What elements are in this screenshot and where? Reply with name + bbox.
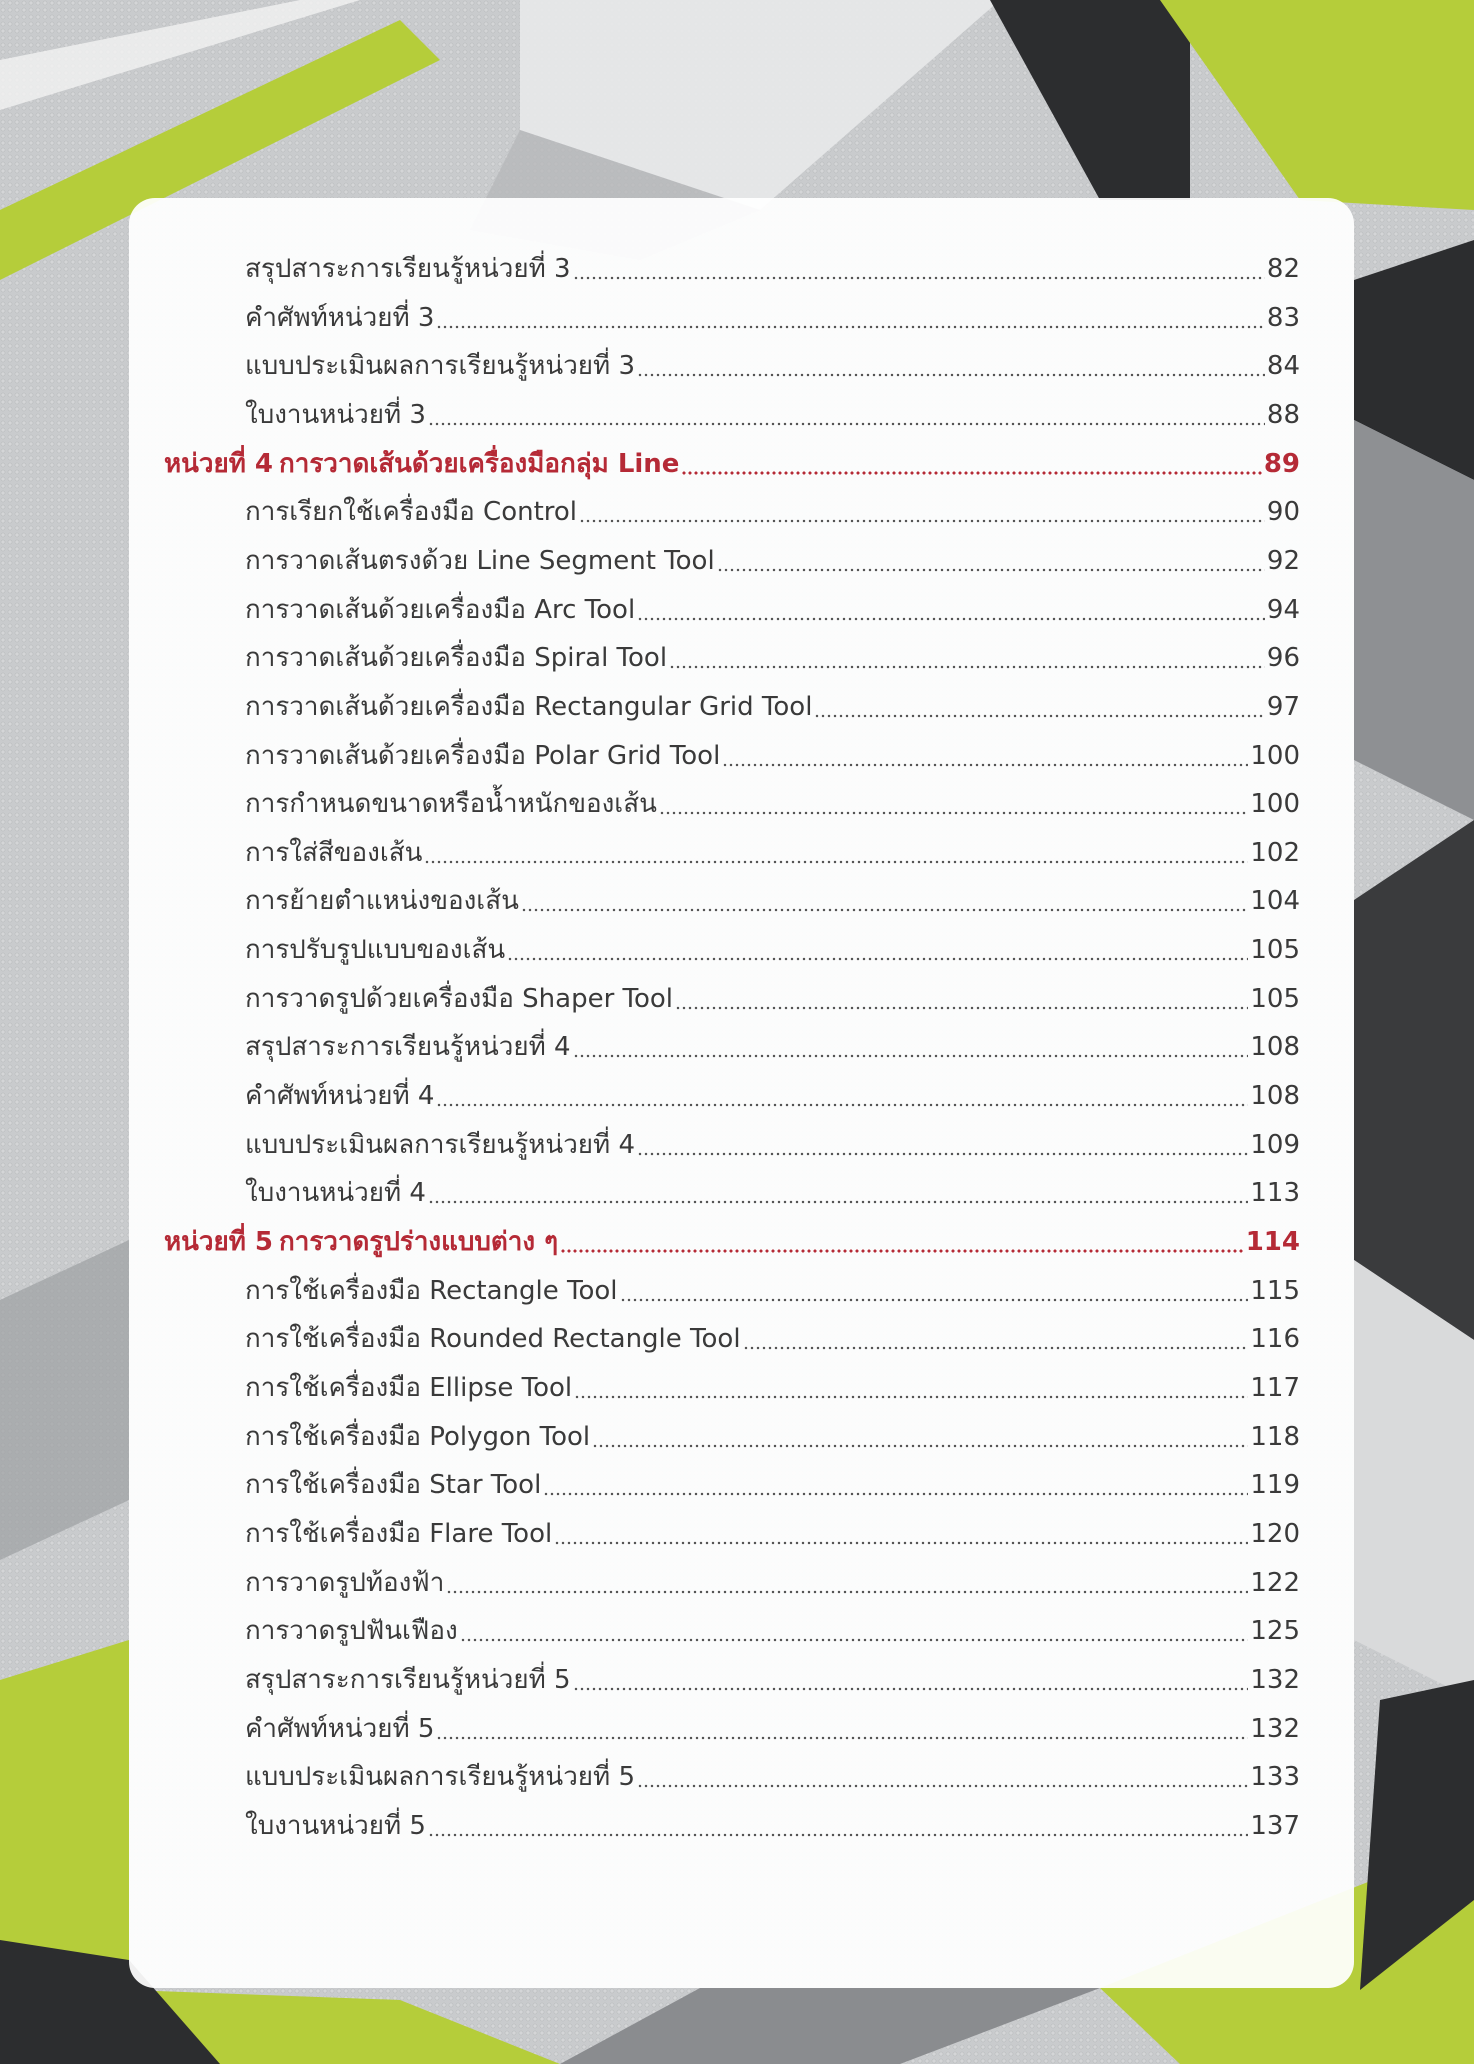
toc-dot-leader xyxy=(428,1825,1248,1837)
toc-page-number: 88 xyxy=(1266,399,1300,430)
toc-entry[interactable] xyxy=(245,1173,1300,1213)
toc-dot-leader xyxy=(637,1776,1248,1788)
toc-dot-leader xyxy=(681,463,1261,475)
toc-dot-leader xyxy=(637,1144,1248,1156)
toc-dot-leader xyxy=(637,609,1265,621)
toc-dot-leader xyxy=(436,317,1264,329)
toc-entry-title: การใช้เครื่องมือ Flare Tool xyxy=(245,1518,553,1549)
toc-dot-leader xyxy=(507,949,1248,961)
toc-entry-title: การวาดเส้นตรงด้วย Line Segment Tool xyxy=(245,545,715,576)
toc-card xyxy=(129,198,1354,1988)
toc-unit-number: หน่วยที่ 4 xyxy=(164,448,274,479)
toc-dot-leader xyxy=(573,268,1265,280)
toc-page-number: 92 xyxy=(1266,545,1300,576)
toc-entry-title: การใช้เครื่องมือ Ellipse Tool xyxy=(245,1372,573,1403)
toc-page-number: 94 xyxy=(1266,594,1300,625)
toc-dot-leader xyxy=(669,657,1265,669)
toc-entry[interactable] xyxy=(245,930,1300,970)
toc-page-number: 102 xyxy=(1250,837,1300,868)
toc-page-number: 137 xyxy=(1250,1810,1300,1841)
toc-dot-leader xyxy=(436,1095,1248,1107)
toc-page-number: 83 xyxy=(1266,302,1300,333)
toc-entry-title: การใช้เครื่องมือ Polygon Tool xyxy=(245,1421,591,1452)
toc-entry[interactable] xyxy=(245,1709,1300,1749)
bg-green-facet-top-right xyxy=(1160,0,1474,210)
toc-page-number: 122 xyxy=(1250,1567,1300,1598)
toc-entry-title: การวาดรูปด้วยเครื่องมือ Shaper Tool xyxy=(245,983,674,1014)
toc-page-number: 97 xyxy=(1266,691,1300,722)
toc-entry[interactable] xyxy=(245,1806,1300,1846)
toc-page-number: 104 xyxy=(1250,886,1300,917)
toc-dot-leader xyxy=(743,1338,1249,1350)
bg-gray-facet-bottom xyxy=(560,1988,1100,2064)
toc-page-number: 120 xyxy=(1250,1518,1300,1549)
toc-page-number: 133 xyxy=(1250,1762,1300,1793)
toc-entry-title: การใช้เครื่องมือ Rounded Rectangle Tool xyxy=(245,1324,741,1355)
toc-page-number: 132 xyxy=(1250,1713,1300,1744)
toc-dot-leader xyxy=(573,1679,1249,1691)
toc-entry-title: การใช้เครื่องมือ Rectangle Tool xyxy=(245,1275,618,1306)
toc-unit-heading[interactable] xyxy=(164,1222,1300,1262)
toc-entry[interactable] xyxy=(245,298,1300,338)
toc-dot-leader xyxy=(543,1484,1248,1496)
toc-entry-title: การกำหนดขนาดหรือน้ำหนักของเส้น xyxy=(245,789,657,820)
toc-entry-title: ใบงานหน่วยที่ 4 xyxy=(245,1178,426,1209)
toc-entry-title: การวาดรูปร่างแบบต่าง ๆ xyxy=(279,1227,559,1257)
toc-entry[interactable] xyxy=(245,881,1300,921)
toc-dot-leader xyxy=(620,1290,1249,1302)
bg-dark-facet-top xyxy=(990,0,1190,200)
toc-entry[interactable] xyxy=(245,1660,1300,1700)
toc-entry[interactable] xyxy=(245,249,1300,289)
toc-entry-title: สรุปสาระการเรียนรู้หน่วยที่ 3 xyxy=(245,254,571,284)
toc-entry-title: การเรียกใช้เครื่องมือ Control xyxy=(245,497,578,528)
toc-page-number: 105 xyxy=(1250,983,1300,1014)
toc-entry-title: การวาดเส้นด้วยเครื่องมือ Rectangular Grid Tool xyxy=(245,691,813,722)
toc-entry[interactable] xyxy=(245,1417,1300,1457)
toc-entry[interactable] xyxy=(245,784,1300,824)
toc-entry-title: สรุปสาระการเรียนรู้หน่วยที่ 4 xyxy=(245,1032,571,1063)
toc-dot-leader xyxy=(554,1533,1248,1545)
toc-entry[interactable] xyxy=(245,833,1300,873)
toc-entry-title: ใบงานหน่วยที่ 5 xyxy=(245,1810,426,1841)
toc-page-number: 100 xyxy=(1250,740,1300,771)
toc-entry[interactable] xyxy=(245,395,1300,435)
toc-entry[interactable] xyxy=(245,638,1300,678)
toc-page-number: 118 xyxy=(1250,1421,1300,1452)
toc-page-number: 84 xyxy=(1266,351,1300,382)
toc-entry[interactable] xyxy=(245,1563,1300,1603)
toc-entry-title: การวาดเส้นด้วยเครื่องมือ Spiral Tool xyxy=(245,643,668,674)
toc-dot-leader xyxy=(659,803,1249,815)
toc-dot-leader xyxy=(446,1582,1248,1594)
toc-entry-title: คำศัพท์หน่วยที่ 3 xyxy=(245,302,435,333)
toc-entry[interactable] xyxy=(245,590,1300,630)
toc-page-number: 82 xyxy=(1266,254,1300,284)
toc-entry[interactable] xyxy=(245,1465,1300,1505)
toc-entry[interactable] xyxy=(245,346,1300,386)
table-of-contents xyxy=(129,198,1354,1988)
toc-page-number: 105 xyxy=(1250,935,1300,966)
toc-dot-leader xyxy=(460,1630,1249,1642)
toc-page-number: 114 xyxy=(1245,1227,1300,1257)
toc-page-number: 90 xyxy=(1266,497,1300,528)
toc-entry-title: สรุปสาระการเรียนรู้หน่วยที่ 5 xyxy=(245,1664,571,1695)
toc-page-number: 125 xyxy=(1250,1616,1300,1647)
toc-entry-title: การใส่สีของเส้น xyxy=(245,837,423,868)
toc-entry[interactable] xyxy=(245,492,1300,532)
toc-entry-title: การปรับรูปแบบของเส้น xyxy=(245,935,506,966)
toc-page-number: 132 xyxy=(1250,1664,1300,1695)
toc-page-number: 108 xyxy=(1250,1081,1300,1112)
toc-entry[interactable] xyxy=(245,687,1300,727)
toc-dot-leader xyxy=(428,1192,1248,1204)
toc-unit-heading[interactable] xyxy=(164,444,1300,484)
toc-entry[interactable] xyxy=(245,1271,1300,1311)
toc-dot-leader xyxy=(521,900,1249,912)
toc-dot-leader xyxy=(722,755,1248,767)
toc-dot-leader xyxy=(436,1728,1248,1740)
toc-page-number: 119 xyxy=(1250,1470,1300,1501)
toc-dot-leader xyxy=(560,1241,1244,1253)
bg-gray-facet-left xyxy=(0,1240,129,1560)
toc-page-number: 116 xyxy=(1250,1324,1300,1355)
toc-entry[interactable] xyxy=(245,1027,1300,1067)
toc-entry[interactable] xyxy=(245,1368,1300,1408)
toc-entry[interactable] xyxy=(245,1757,1300,1797)
toc-entry-title: การใช้เครื่องมือ Star Tool xyxy=(245,1470,542,1501)
toc-dot-leader xyxy=(814,706,1264,718)
toc-entry-title: คำศัพท์หน่วยที่ 5 xyxy=(245,1713,435,1744)
toc-page-number: 113 xyxy=(1250,1178,1300,1209)
toc-entry[interactable] xyxy=(245,1125,1300,1165)
toc-dot-leader xyxy=(574,1387,1248,1399)
toc-entry-title: ใบงานหน่วยที่ 3 xyxy=(245,399,426,430)
toc-dot-leader xyxy=(675,998,1248,1010)
toc-dot-leader xyxy=(592,1436,1248,1448)
toc-page-number: 117 xyxy=(1250,1372,1300,1403)
toc-entry-title: การวาดเส้นด้วยเครื่องมือ Polar Grid Tool xyxy=(245,740,721,771)
toc-entry[interactable] xyxy=(245,1514,1300,1554)
toc-dot-leader xyxy=(573,1046,1249,1058)
toc-page-number: 100 xyxy=(1250,789,1300,820)
toc-entry-title: คำศัพท์หน่วยที่ 4 xyxy=(245,1081,435,1112)
toc-entry[interactable] xyxy=(245,541,1300,581)
toc-dot-leader xyxy=(637,365,1265,377)
toc-page-number: 109 xyxy=(1250,1129,1300,1160)
toc-dot-leader xyxy=(424,852,1248,864)
toc-entry[interactable] xyxy=(245,1611,1300,1651)
toc-entry-title: แบบประเมินผลการเรียนรู้หน่วยที่ 3 xyxy=(245,351,635,382)
toc-dot-leader xyxy=(579,511,1265,523)
bg-dark-facet-right-2 xyxy=(1354,820,1474,1340)
toc-page-number: 108 xyxy=(1250,1032,1300,1063)
toc-entry[interactable] xyxy=(245,1319,1300,1359)
toc-dot-leader xyxy=(428,414,1265,426)
toc-page-number: 96 xyxy=(1266,643,1300,674)
toc-dot-leader xyxy=(717,560,1265,572)
toc-entry[interactable] xyxy=(245,736,1300,776)
toc-entry-title: แบบประเมินผลการเรียนรู้หน่วยที่ 4 xyxy=(245,1129,635,1160)
toc-entry[interactable] xyxy=(245,1076,1300,1116)
bg-gray-facet-right xyxy=(1354,420,1474,820)
toc-entry-title: แบบประเมินผลการเรียนรู้หน่วยที่ 5 xyxy=(245,1762,635,1793)
toc-entry-title: การวาดเส้นด้วยเครื่องมือกลุ่ม Line xyxy=(279,448,680,479)
toc-entry-title: การวาดรูปท้องฟ้า xyxy=(245,1567,445,1598)
toc-page-number: 89 xyxy=(1263,448,1300,479)
toc-entry-title: การวาดเส้นด้วยเครื่องมือ Arc Tool xyxy=(245,594,636,625)
toc-entry[interactable] xyxy=(245,979,1300,1019)
toc-page-number: 115 xyxy=(1250,1275,1300,1306)
toc-entry-title: การย้ายตำแหน่งของเส้น xyxy=(245,886,519,917)
toc-entry-title: การวาดรูปฟันเฟือง xyxy=(245,1616,458,1647)
toc-unit-number: หน่วยที่ 5 xyxy=(164,1227,274,1257)
